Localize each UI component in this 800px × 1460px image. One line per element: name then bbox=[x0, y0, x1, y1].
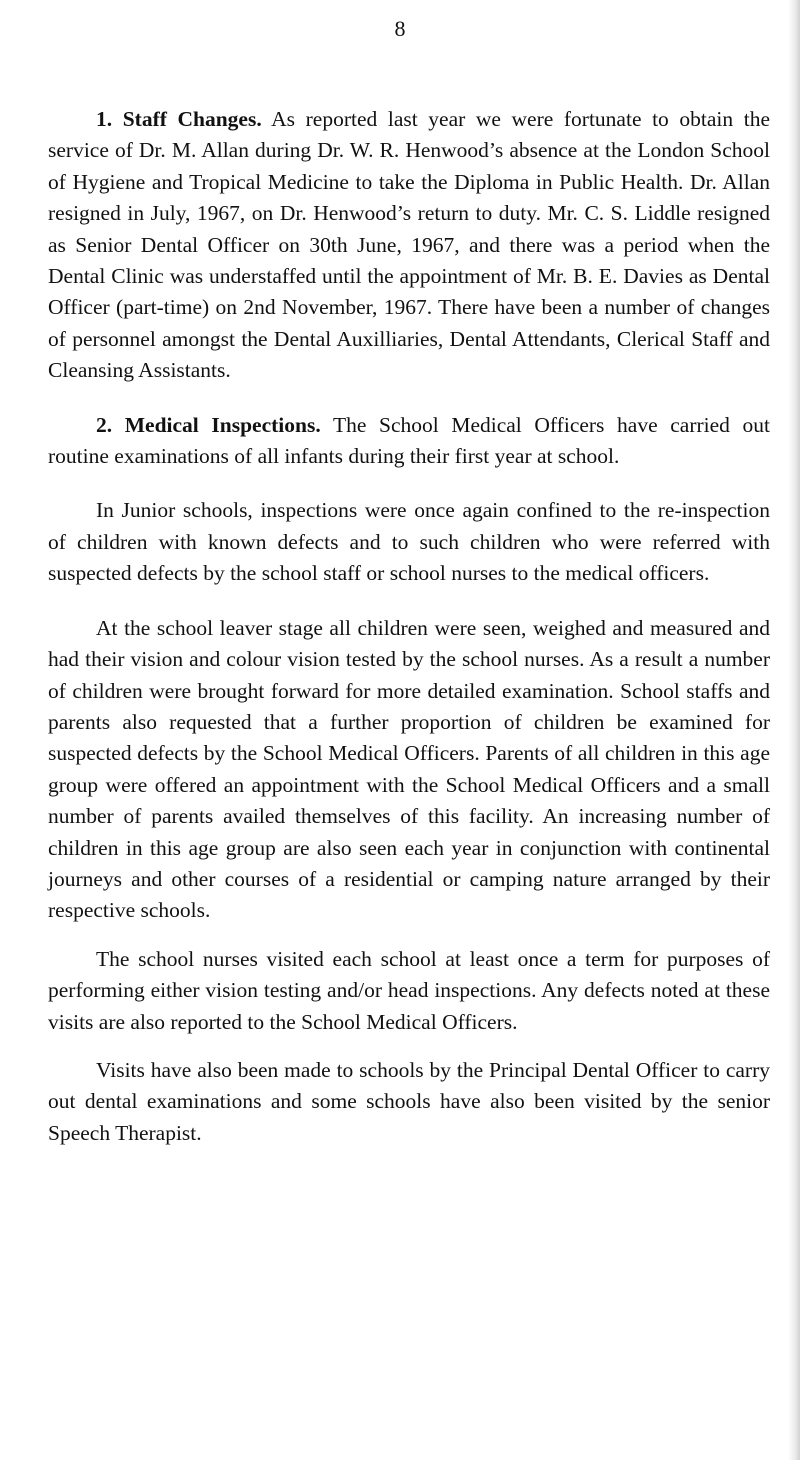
page-edge-shadow bbox=[788, 0, 800, 1460]
paragraph-school-leavers: At the school leaver stage all children were seen, weighed and measured and had their vision and colour vision tested by the school nurses. As a result a number of children were brought forward for more detailed examination. School staffs and parents also requested that a further proportion of children be examined for suspected defects by the School Medical Officers. Parents of all children in this age group were offered an appointment with the School Medical Officers and a small number of parents availed themselves of this facility. An increasing number of children in this age group are also seen each year in conjunction with continental journeys and other courses of a residential or camping nature arranged by their respective schools. bbox=[48, 615, 770, 923]
section-text: The School Medical Officers have carried out routine examinations of all infants during their first year at school. bbox=[48, 412, 770, 469]
page-number: 8 bbox=[394, 16, 406, 41]
document-body bbox=[48, 104, 770, 1149]
paragraph-school-nurses: The school nurses visited each school at least once a term for purposes of performing either vision testing and/or head inspections. Any defects noted at these visits are also reported to the School Medical Officers. bbox=[48, 946, 770, 1034]
section-number: 2. bbox=[96, 412, 113, 437]
paragraph-junior-schools: In Junior schools, inspections were once again confined to the re-inspection of children with known defects and to such children who were referred with suspected defects by the school staff or school nurses to the medical officers. bbox=[48, 498, 770, 586]
section-number: 1. bbox=[96, 107, 113, 131]
section-medical-inspections bbox=[48, 410, 770, 473]
section-text: As reported last year we were fortunate to obtain the service of Dr. M. Allan during Dr. W. R. Henwood’s absence at the London School of Hygiene and Tropical Medicine to take the Diploma in Public Health. Dr. Allan resigned in July, 1967, on Dr. Henwood’s return to duty. Mr. C. S. Liddle resigned as Senior Dental Officer on 30th June, 1967, and there was a period when the Dental Clinic was understaffed until the appointment of Mr. B. E. Davies as Dental Officer (part-time) on 2nd November, 1967. There have been a number of changes of personnel amongst the Dental Auxilliaries, Dental Attendants, Clerical Staff and Cleansing Assistants. bbox=[48, 107, 770, 383]
section-heading: Medical Inspections. bbox=[124, 412, 321, 437]
section-staff-changes bbox=[48, 104, 770, 387]
section-heading: Staff Changes. bbox=[122, 107, 262, 131]
paragraph-dental-visits: Visits have also been made to schools by the Principal Dental Officer to carry out dental examinations and some schools have also been visited by the senior Speech Therapist. bbox=[48, 1057, 770, 1145]
